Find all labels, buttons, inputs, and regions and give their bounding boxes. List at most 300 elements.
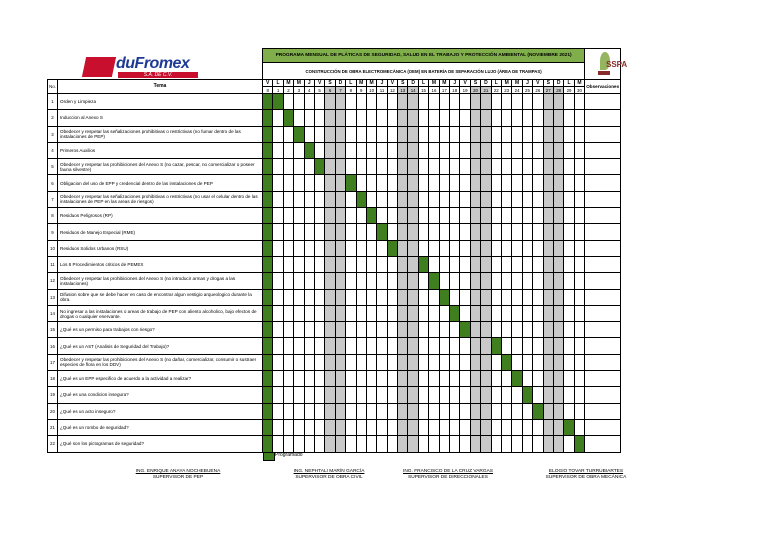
legend-label: Programado (275, 452, 303, 458)
day-cell (283, 126, 293, 142)
day-cell (512, 419, 522, 435)
day-cell (304, 159, 314, 175)
day-cell (263, 371, 273, 387)
day-cell (501, 159, 511, 175)
day-cell (273, 142, 283, 158)
row-topic: Orden y Limpieza (58, 94, 263, 110)
day-cell (304, 354, 314, 370)
day-cell (553, 159, 563, 175)
day-cell (460, 142, 470, 158)
day-cell (470, 322, 480, 338)
day-letter: J (377, 80, 387, 87)
row-number: 19 (48, 387, 58, 403)
day-cell (543, 338, 553, 354)
day-cell (366, 94, 376, 110)
day-cell (522, 175, 532, 191)
day-cell (429, 289, 439, 305)
day-cell (460, 110, 470, 126)
day-cell (304, 289, 314, 305)
day-cell (366, 126, 376, 142)
day-cell (325, 159, 335, 175)
day-cell (356, 175, 366, 191)
observaciones-cell (585, 159, 621, 175)
day-cell (564, 126, 574, 142)
day-cell (283, 273, 293, 289)
day-cell (429, 305, 439, 321)
day-cell (574, 338, 584, 354)
observaciones-cell (585, 208, 621, 224)
day-cell (450, 419, 460, 435)
day-cell (356, 191, 366, 207)
day-cell (418, 436, 428, 452)
day-cell (543, 256, 553, 272)
day-cell (377, 403, 387, 419)
day-cell (481, 289, 491, 305)
day-cell (408, 371, 418, 387)
day-cell (283, 208, 293, 224)
day-cell (564, 436, 574, 452)
day-cell (543, 387, 553, 403)
day-cell (314, 159, 324, 175)
day-cell (460, 419, 470, 435)
day-cell (543, 126, 553, 142)
table-row (48, 419, 621, 435)
day-cell (429, 256, 439, 272)
day-letter: L (564, 80, 574, 87)
day-cell (450, 256, 460, 272)
day-cell (283, 371, 293, 387)
day-cell (418, 142, 428, 158)
day-cell (325, 256, 335, 272)
day-cell (522, 305, 532, 321)
day-cell (553, 436, 563, 452)
day-letter: M (512, 80, 522, 87)
day-cell (304, 371, 314, 387)
day-cell (564, 289, 574, 305)
day-cell (366, 273, 376, 289)
day-cell (450, 387, 460, 403)
day-number: 7 (335, 87, 345, 94)
day-cell (574, 289, 584, 305)
observaciones-cell (585, 436, 621, 452)
day-cell (304, 387, 314, 403)
day-cell (543, 289, 553, 305)
day-cell (491, 305, 501, 321)
day-cell (263, 322, 273, 338)
day-cell (418, 94, 428, 110)
day-cell (543, 419, 553, 435)
day-cell (439, 159, 449, 175)
day-cell (263, 208, 273, 224)
day-cell (533, 387, 543, 403)
program-title: PROGRAMA MENSUAL DE PLÁTICAS DE SEGURIDAD, SALUD EN EL TRABAJO Y PROTECCIÓN AMBIENTAL (NOVIEMBRE 2021) (263, 49, 585, 63)
day-cell (418, 305, 428, 321)
day-cell (273, 338, 283, 354)
day-cell (304, 208, 314, 224)
observaciones-cell (585, 191, 621, 207)
day-cell (356, 94, 366, 110)
day-number: 25 (522, 87, 532, 94)
day-cell (263, 305, 273, 321)
row-number: 10 (48, 240, 58, 256)
row-topic: ¿Qué son los pictogramas de seguridad? (58, 436, 263, 452)
day-cell (418, 126, 428, 142)
day-cell (346, 94, 356, 110)
table-row (48, 175, 621, 191)
day-cell (439, 289, 449, 305)
day-cell (294, 256, 304, 272)
day-cell (304, 191, 314, 207)
day-cell (314, 110, 324, 126)
day-cell (325, 208, 335, 224)
row-topic: ¿Qué es un acto inseguro? (58, 403, 263, 419)
day-cell (346, 224, 356, 240)
day-cell (429, 224, 439, 240)
day-cell (429, 240, 439, 256)
day-cell (398, 256, 408, 272)
day-cell (450, 142, 460, 158)
day-cell (314, 305, 324, 321)
day-cell (273, 175, 283, 191)
day-cell (512, 338, 522, 354)
day-cell (574, 191, 584, 207)
day-cell (481, 371, 491, 387)
day-cell (387, 403, 397, 419)
day-cell (366, 256, 376, 272)
day-cell (263, 338, 273, 354)
day-cell (439, 126, 449, 142)
table-row (48, 305, 621, 321)
day-cell (501, 208, 511, 224)
day-cell (408, 273, 418, 289)
day-letter: D (553, 80, 563, 87)
day-cell (273, 159, 283, 175)
day-cell (491, 175, 501, 191)
day-cell (294, 94, 304, 110)
day-cell (522, 403, 532, 419)
day-cell (439, 436, 449, 452)
day-cell (346, 191, 356, 207)
day-cell (501, 110, 511, 126)
day-cell (377, 387, 387, 403)
day-cell (533, 110, 543, 126)
day-cell (439, 273, 449, 289)
day-cell (304, 419, 314, 435)
day-cell (564, 371, 574, 387)
day-cell (450, 159, 460, 175)
day-letter: M (283, 80, 293, 87)
day-cell (263, 354, 273, 370)
day-cell (377, 208, 387, 224)
day-cell (283, 354, 293, 370)
day-cell (335, 126, 345, 142)
day-number: 18 (450, 87, 460, 94)
day-cell (460, 403, 470, 419)
observaciones-cell (585, 387, 621, 403)
day-cell (398, 175, 408, 191)
day-cell (429, 175, 439, 191)
day-cell (398, 354, 408, 370)
day-cell (470, 208, 480, 224)
observaciones-cell (585, 110, 621, 126)
signature-role: SUPERVISOR DE OBRA CIVIL (295, 475, 363, 480)
day-cell (408, 289, 418, 305)
day-cell (304, 175, 314, 191)
row-topic: Induccion al Anexo S (58, 110, 263, 126)
day-cell (314, 419, 324, 435)
row-number: 20 (48, 403, 58, 419)
day-cell (346, 273, 356, 289)
day-cell (512, 354, 522, 370)
day-cell (481, 322, 491, 338)
day-cell (574, 126, 584, 142)
day-cell (522, 256, 532, 272)
day-cell (304, 224, 314, 240)
day-cell (501, 256, 511, 272)
signature-role: SUPERVISOR DE DIRECCIONALES (408, 475, 488, 480)
day-cell (533, 322, 543, 338)
day-cell (377, 256, 387, 272)
day-cell (335, 224, 345, 240)
day-cell (501, 419, 511, 435)
day-cell (346, 403, 356, 419)
day-letter: S (325, 80, 335, 87)
day-cell (429, 371, 439, 387)
day-cell (283, 175, 293, 191)
table-row (48, 289, 621, 305)
day-cell (574, 175, 584, 191)
day-cell (481, 208, 491, 224)
day-cell (335, 354, 345, 370)
day-cell (304, 436, 314, 452)
day-cell (553, 371, 563, 387)
day-cell (553, 94, 563, 110)
day-letter: J (304, 80, 314, 87)
day-cell (408, 419, 418, 435)
day-cell (564, 175, 574, 191)
observaciones-cell (585, 322, 621, 338)
day-cell (553, 256, 563, 272)
day-cell (470, 159, 480, 175)
day-letter: L (273, 80, 283, 87)
day-cell (335, 322, 345, 338)
day-cell (366, 354, 376, 370)
day-cell (335, 142, 345, 158)
day-cell (418, 256, 428, 272)
day-cell (294, 305, 304, 321)
observaciones-cell (585, 94, 621, 110)
day-cell (470, 240, 480, 256)
day-cell (450, 338, 460, 354)
day-cell (304, 240, 314, 256)
day-cell (304, 142, 314, 158)
day-cell (304, 305, 314, 321)
day-cell (346, 142, 356, 158)
day-cell (522, 191, 532, 207)
day-number: 10 (366, 87, 376, 94)
day-cell (564, 240, 574, 256)
day-cell (398, 371, 408, 387)
day-cell (335, 94, 345, 110)
day-cell (304, 338, 314, 354)
day-cell (408, 208, 418, 224)
no-header: No. (48, 80, 58, 94)
day-cell (294, 419, 304, 435)
day-cell (553, 403, 563, 419)
day-cell (387, 126, 397, 142)
observaciones-cell (585, 305, 621, 321)
day-cell (439, 387, 449, 403)
day-cell (574, 403, 584, 419)
day-cell (522, 208, 532, 224)
day-cell (408, 305, 418, 321)
day-cell (450, 436, 460, 452)
signature-name: ING. FRANCISCO DE LA CRUZ VARGAS (403, 469, 493, 474)
day-cell (439, 322, 449, 338)
row-topic: Difusion sobre que se debe hacer en caso de encontrar algun vestigio arqueologico durante la obra. (58, 289, 263, 305)
day-letter: M (501, 80, 511, 87)
day-cell (470, 175, 480, 191)
day-cell (325, 403, 335, 419)
day-cell (429, 191, 439, 207)
day-cell (346, 240, 356, 256)
day-cell (387, 289, 397, 305)
day-cell (512, 208, 522, 224)
day-letter: J (450, 80, 460, 87)
day-cell (553, 338, 563, 354)
day-cell (283, 289, 293, 305)
day-cell (335, 436, 345, 452)
day-cell (491, 159, 501, 175)
day-cell (325, 142, 335, 158)
day-cell (314, 94, 324, 110)
day-letter: L (346, 80, 356, 87)
row-topic: Obedecer y respetar las prohibiciones del Anexo S (no dañar, comercializar, consumir o sustraer especies de flora en los DDV) (58, 354, 263, 370)
day-cell (408, 322, 418, 338)
day-cell (294, 322, 304, 338)
day-cell (418, 419, 428, 435)
day-cell (304, 322, 314, 338)
day-cell (325, 94, 335, 110)
day-cell (346, 322, 356, 338)
day-cell (408, 403, 418, 419)
day-cell (439, 371, 449, 387)
table-row (48, 142, 621, 158)
day-cell (377, 289, 387, 305)
day-cell (304, 273, 314, 289)
row-topic: ¿Qué es una condicion insegura? (58, 387, 263, 403)
day-cell (346, 419, 356, 435)
day-cell (398, 159, 408, 175)
day-cell (366, 322, 376, 338)
day-cell (398, 305, 408, 321)
day-cell (512, 305, 522, 321)
row-number: 2 (48, 110, 58, 126)
day-cell (481, 273, 491, 289)
day-cell (553, 126, 563, 142)
day-letter: J (522, 80, 532, 87)
signature-name: ING. ENRIQUE ANAYA NOCHEBUENA (135, 469, 221, 474)
day-cell (470, 94, 480, 110)
day-cell (335, 289, 345, 305)
day-cell (512, 159, 522, 175)
day-cell (501, 387, 511, 403)
day-cell (501, 142, 511, 158)
day-cell (346, 110, 356, 126)
day-cell (314, 126, 324, 142)
day-number: 24 (512, 87, 522, 94)
day-cell (387, 94, 397, 110)
day-cell (429, 142, 439, 158)
day-cell (273, 126, 283, 142)
day-cell (418, 322, 428, 338)
day-cell (481, 126, 491, 142)
day-cell (398, 436, 408, 452)
day-number: 17 (439, 87, 449, 94)
day-cell (335, 338, 345, 354)
signature-3 (383, 469, 513, 481)
day-cell (356, 403, 366, 419)
signature-role: SUPERVISOR DE PEP (152, 475, 204, 480)
day-cell (387, 387, 397, 403)
day-letter: V (387, 80, 397, 87)
day-cell (501, 175, 511, 191)
day-cell (481, 256, 491, 272)
day-cell (501, 240, 511, 256)
day-cell (450, 94, 460, 110)
row-number: 15 (48, 322, 58, 338)
day-cell (335, 208, 345, 224)
day-cell (439, 305, 449, 321)
day-cell (512, 142, 522, 158)
day-cell (398, 322, 408, 338)
table-row (48, 322, 621, 338)
day-cell (439, 338, 449, 354)
day-cell (387, 110, 397, 126)
day-cell (408, 94, 418, 110)
program-subtitle: CONSTRUCCIÓN DE OBRA ELECTROMECÁNICA (OEM) EN BATERÍA DE SEPARACIÓN LUJO (ÁREA DE TRAMPAS) (263, 63, 585, 80)
day-cell (574, 436, 584, 452)
day-cell (481, 94, 491, 110)
day-cell (418, 191, 428, 207)
signature-name: ING. NEPHTALI MARÍN GARCÍA (293, 469, 365, 474)
day-number: 9 (356, 87, 366, 94)
day-number: 19 (460, 87, 470, 94)
day-cell (283, 224, 293, 240)
day-cell (356, 126, 366, 142)
day-cell (522, 289, 532, 305)
day-cell (543, 354, 553, 370)
day-cell (325, 322, 335, 338)
day-cell (533, 256, 543, 272)
day-cell (314, 142, 324, 158)
day-cell (450, 289, 460, 305)
day-cell (377, 142, 387, 158)
day-cell (273, 273, 283, 289)
day-cell (356, 240, 366, 256)
day-cell (356, 338, 366, 354)
day-number: 3 (294, 87, 304, 94)
day-cell (533, 94, 543, 110)
day-cell (501, 191, 511, 207)
day-cell (491, 289, 501, 305)
day-cell (325, 126, 335, 142)
observaciones-cell (585, 175, 621, 191)
day-cell (335, 371, 345, 387)
table-row (48, 94, 621, 110)
day-letter: M (366, 80, 376, 87)
day-cell (460, 436, 470, 452)
